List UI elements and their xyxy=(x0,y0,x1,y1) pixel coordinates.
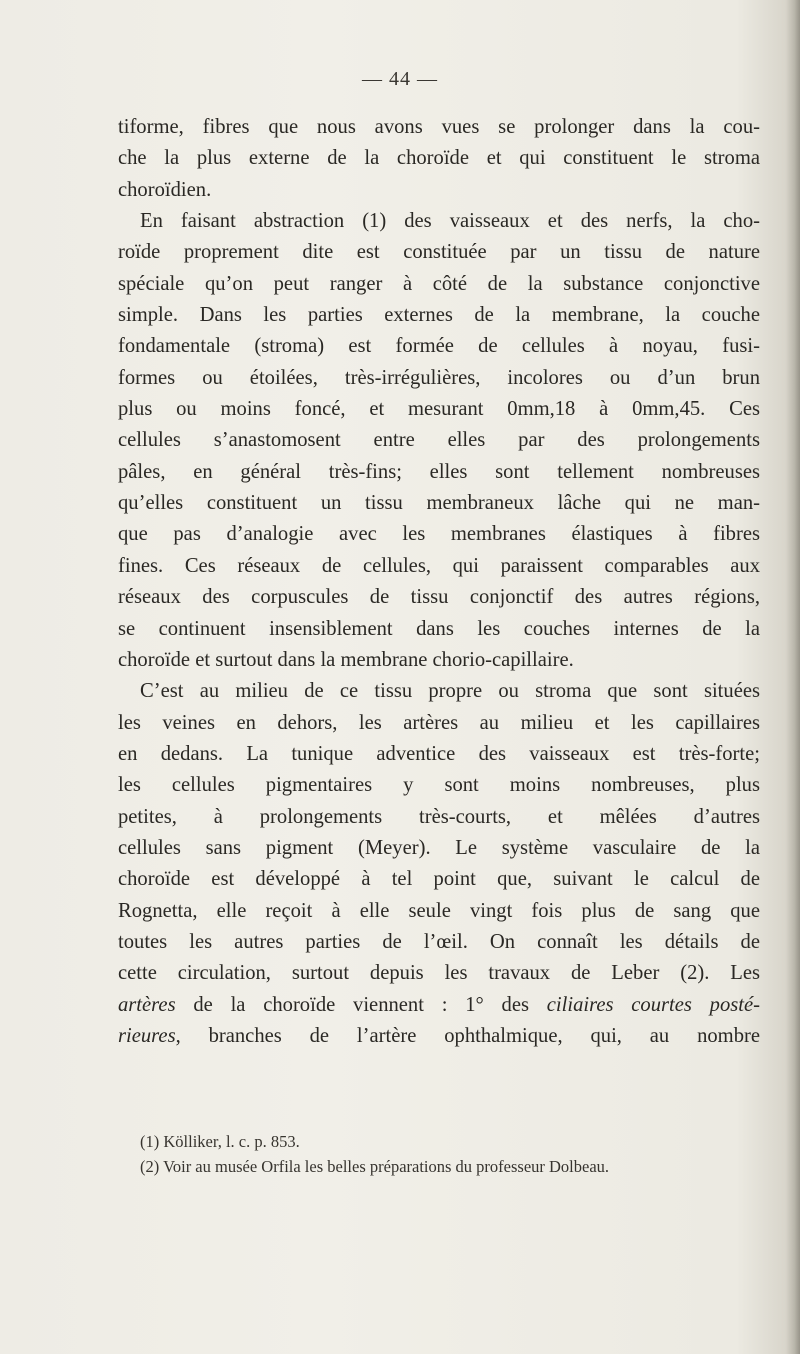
italic-term: rieures xyxy=(118,1024,176,1047)
text-line: Rognetta, elle reçoit à elle seule vingt fois plus de sang que xyxy=(118,899,760,922)
text-line: fines. Ces réseaux de cellules, qui paraissent comparables aux xyxy=(118,554,760,577)
text-line: que pas d’analogie avec les membranes élastiques à fibres xyxy=(118,523,760,546)
text-line: che la plus externe de la choroïde et qui constituent le stroma xyxy=(118,147,760,170)
page-number: — 44 — xyxy=(362,68,438,90)
text-line-mixed xyxy=(118,990,760,1021)
text-fragment: de la choroïde viennent : 1° des xyxy=(175,993,547,1016)
text-line: C’est au milieu de ce tissu propre ou stroma que sont situées xyxy=(140,680,760,703)
italic-term: ciliaires courtes posté- xyxy=(546,993,761,1016)
text-line: toutes les autres parties de l’œil. On connaît les détails de xyxy=(118,930,760,953)
text-fragment: , branches de l’artère ophthalmique, qui, au nombre xyxy=(175,1024,760,1047)
text-line: cellules s’anastomosent entre elles par des prolongements xyxy=(118,429,760,452)
text-line: simple. Dans les parties externes de la membrane, la couche xyxy=(118,304,760,327)
text-line: plus ou moins foncé, et mesurant 0mm,18 à 0mm,45. Ces xyxy=(118,398,760,421)
text-line: tiforme, fibres que nous avons vues se prolonger dans la cou- xyxy=(118,116,760,138)
footnote: (2) Voir au musée Orfila les belles préparations du professeur Dolbeau. xyxy=(140,1156,610,1176)
text-line: roïde proprement dite est constituée par un tissu de nature xyxy=(118,241,760,264)
text-line: choroïde est développé à tel point que, suivant le calcul de xyxy=(118,868,760,891)
text-line: pâles, en général très-fins; elles sont tellement nombreuses xyxy=(118,460,760,483)
text-line: fondamentale (stroma) est formée de cellules à noyau, fusi- xyxy=(118,335,760,358)
text-line: les cellules pigmentaires y sont moins nombreuses, plus xyxy=(118,774,760,797)
footnote: (1) Kölliker, l. c. p. 853. xyxy=(140,1132,300,1151)
text-line-mixed xyxy=(118,1021,760,1052)
text-line: formes ou étoilées, très-irrégulières, incolores ou d’un brun xyxy=(118,366,760,389)
text-line: les veines en dehors, les artères au milieu et les capillaires xyxy=(118,711,760,734)
text-line: choroïdien. xyxy=(118,178,212,201)
body-text xyxy=(118,112,760,1052)
text-line: en dedans. La tunique adventice des vaisseaux est très-forte; xyxy=(118,742,760,765)
footnotes xyxy=(140,1130,770,1179)
text-line: En faisant abstraction (1) des vaisseaux et des nerfs, la cho- xyxy=(140,210,760,233)
text-line: se continuent insensiblement dans les couches internes de la xyxy=(118,617,760,640)
text-line: spéciale qu’on peut ranger à côté de la substance conjonctive xyxy=(118,272,760,295)
text-line: petites, à prolongements très-courts, et mêlées d’autres xyxy=(118,805,760,828)
text-line: cellules sans pigment (Meyer). Le système vasculaire de la xyxy=(118,836,760,859)
text-line: choroïde et surtout dans la membrane chorio-capillaire. xyxy=(118,648,574,671)
text-line: cette circulation, surtout depuis les travaux de Leber (2). Les xyxy=(118,962,760,985)
text-line: réseaux des corpuscules de tissu conjonctif des autres régions, xyxy=(118,586,760,609)
text-line: qu’elles constituent un tissu membraneux lâche qui ne man- xyxy=(118,492,760,515)
page-edge-shadow xyxy=(786,0,800,1354)
italic-term: artères xyxy=(118,993,176,1016)
